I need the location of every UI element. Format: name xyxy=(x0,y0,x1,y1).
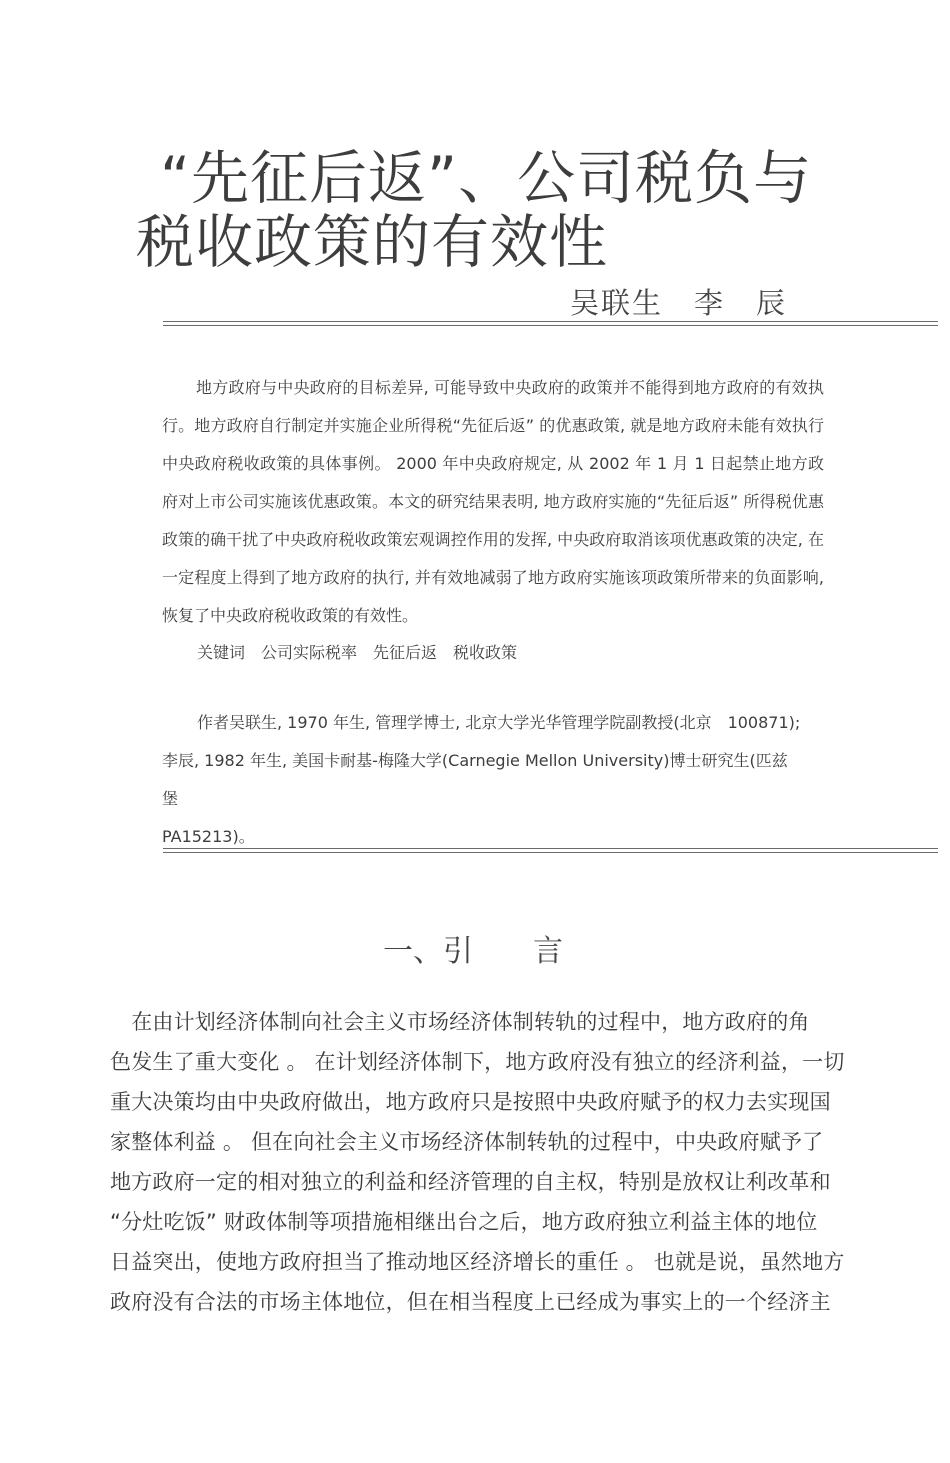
body-line: 日益突出，使地方政府担当了推动地区经济增长的重任 。 也就是说，虽然地方 xyxy=(110,1250,845,1274)
authors: 吴联生 李 辰 xyxy=(569,286,787,320)
body-line: 重大决策均由中央政府做出，地方政府只是按照中央政府赋予的权力去实现国 xyxy=(110,1090,831,1114)
author-info-line: PA15213)。 xyxy=(162,827,255,846)
top-double-rule xyxy=(163,321,938,326)
abstract: 地方政府与中央政府的目标差异, 可能导致中央政府的政策并不能得到地方政府的有效执行。地方政府自行制定并实施企业所得税“先征后返” 的优惠政策, 就是地方政府未能有效执行中央政府税收政策的具体事例。 2000 年中央政府规定, 从 2002 年 1 月 1 日起禁止地方政府对上市公司实施该优惠政策。本文的研究结果表明, 地方政府实施的“先征后返” 所得税优惠政策的确干扰了中央政府税收政策宏观调控作用的发挥, 中央政府取消该项优惠政策的决定, 在一定程度上得到了地方政府的执行, 并有效地减弱了地方政府实施该项政策所带来的负面影响, 恢复了中央政府税收政策的有效性。 xyxy=(162,378,824,625)
section-heading: 一、引 言 xyxy=(383,934,563,969)
author-info-line: 李辰, 1982 年生, 美国卡耐基-梅隆大学(Carnegie Mellon University)博士研究生(匹兹 xyxy=(162,751,788,770)
title-line-2: 税收政策的有效性 xyxy=(136,208,609,276)
author-info-line: 作者吴联生, 1970 年生, 管理学博士, 北京大学光华管理学院副教授(北京 100871); xyxy=(197,713,801,732)
body-line: 在由计划经济体制向社会主义市场经济体制转轨的过程中，地方政府的角 xyxy=(110,1010,810,1034)
body-line: 地方政府一定的相对独立的利益和经济管理的自主权，特别是放权让利改革和 xyxy=(110,1170,831,1194)
body-line: 政府没有合法的市场主体地位，但在相当程度上已经成为事实上的一个经济主 xyxy=(110,1290,831,1314)
title-line-1: “先征后返”、公司税负与 xyxy=(160,144,813,212)
bottom-double-rule xyxy=(163,848,938,853)
keywords: 关键词 公司实际税率 先征后返 税收政策 xyxy=(197,643,518,662)
body-line: 家整体利益 。 但在向社会主义市场经济体制转轨的过程中，中央政府赋予了 xyxy=(110,1130,824,1154)
body-line: “分灶吃饭” 财政体制等项措施相继出台之后，地方政府独立利益主体的地位 xyxy=(110,1210,818,1234)
author-info-line: 堡 xyxy=(162,789,179,808)
body-line: 色发生了重大变化 。 在计划经济体制下，地方政府没有独立的经济利益，一切 xyxy=(110,1050,845,1074)
